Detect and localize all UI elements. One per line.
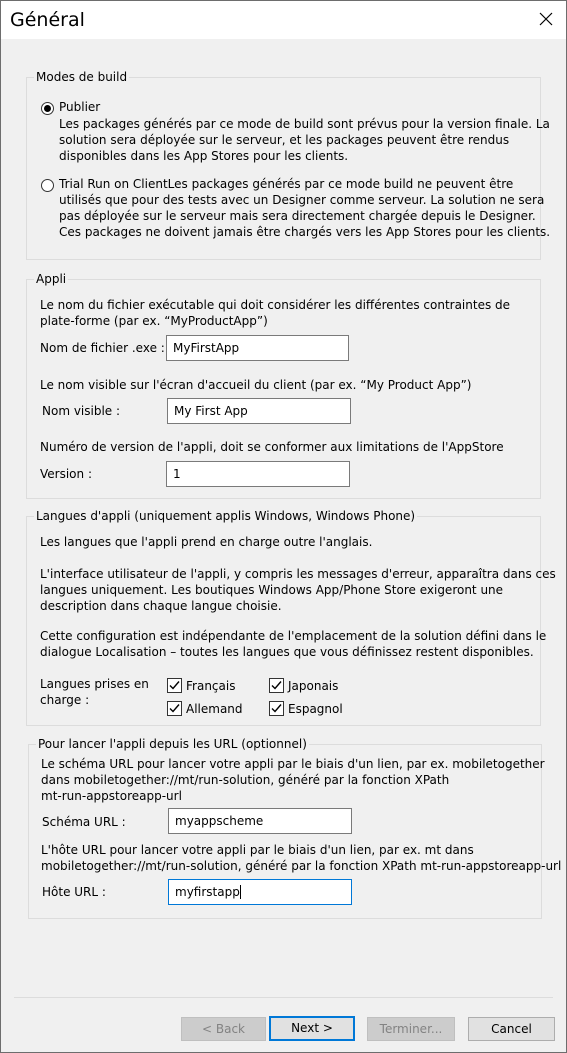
publish-radio[interactable] [41, 102, 54, 115]
checkmark-icon [168, 702, 181, 715]
url-host-description-line-2: mobiletogether://mt/run-solution, généré par la fonction XPath mt-run-appstoreapp-url [41, 859, 562, 873]
trial-run-line-2: utilisés que pour des tests avec un Designer comme serveur. La solution ne sera [59, 193, 545, 207]
url-scheme-description-line-1: Le schéma URL pour lancer votre appli par le biais d'un lien, par ex. mobiletogether [41, 757, 545, 771]
checkmark-icon [270, 679, 283, 692]
url-scheme-label: Schéma URL : [42, 815, 126, 829]
version-label: Version : [40, 467, 92, 481]
languages-config-line-2: dialogue Localisation – toutes les langues que vous définissez restent disponibles. [40, 645, 534, 659]
languages-config-line-1: Cette configuration est indépendante de l'emplacement de la solution défini dans le [40, 629, 547, 643]
url-host-input[interactable] [168, 879, 352, 905]
supported-languages-label-1: Langues prises en [40, 677, 149, 691]
checkbox-japanese-label: Japonais [288, 679, 339, 693]
finish-button[interactable]: Terminer... [367, 1017, 455, 1041]
publish-description-line-1: Les packages générés par ce mode de build sont prévus pour la version finale. La [59, 117, 550, 131]
version-input[interactable]: 1 [166, 461, 350, 487]
publish-label: Publier [59, 100, 101, 114]
languages-ui-line-3: description dans chaque langue choisie. [40, 599, 282, 613]
url-host-label: Hôte URL : [42, 885, 106, 899]
url-host-description-line-1: L'hôte URL pour lancer votre appli par le biais d'un lien, par ex. mt dans [41, 843, 474, 857]
build-modes-title: Modes de build [36, 70, 128, 84]
trial-run-line-4: Ces packages ne doivent jamais être chargés vers les App Stores pour les clients. [59, 225, 551, 239]
exe-name-input[interactable]: MyFirstApp [166, 335, 349, 361]
checkbox-french[interactable] [167, 678, 182, 693]
checkbox-french-label: Français [186, 679, 236, 693]
checkmark-icon [270, 702, 283, 715]
languages-group-title: Langues d'appli (uniquement applis Windows, Windows Phone) [36, 509, 416, 523]
visible-name-description: Le nom visible sur l'écran d'accueil du client (par ex. “My Product App”) [40, 378, 472, 392]
title-bar [1, 1, 566, 39]
supported-languages-label-2: charge : [40, 693, 90, 707]
exe-description-line-2: plate-forme (par ex. “MyProductApp”) [40, 314, 268, 328]
next-button[interactable]: Next > [269, 1016, 355, 1041]
languages-intro: Les langues que l'appli prend en charge outre l'anglais. [40, 535, 373, 549]
checkbox-german[interactable] [167, 701, 182, 716]
footer-separator [14, 997, 553, 998]
exe-label: Nom de fichier .exe : [40, 341, 165, 355]
trial-run-radio[interactable] [41, 179, 54, 192]
url-scheme-description-line-3: mt-run-appstoreapp-url [41, 789, 182, 803]
text-caret [240, 885, 241, 899]
close-icon[interactable] [538, 11, 554, 27]
window-title: Général [10, 9, 85, 31]
url-host-value: myfirstapp [175, 885, 240, 899]
visible-name-input[interactable]: My First App [167, 398, 351, 424]
languages-ui-line-1: L'interface utilisateur de l'appli, y compris les messages d'erreur, apparaîtra dans ces [40, 567, 556, 581]
version-description: Numéro de version de l'appli, doit se conformer aux limitations de l'AppStore [40, 440, 504, 454]
publish-description-line-2: solution sera déployée sur le serveur, et les packages peuvent être rendus [59, 133, 510, 147]
languages-ui-line-2: langues uniquement. Les boutiques Windows App/Phone Store exigeront une [40, 583, 504, 597]
trial-run-line-3: pas déployée sur le serveur mais sera directement chargée depuis le Designer. [59, 209, 536, 223]
checkmark-icon [168, 679, 181, 692]
checkbox-japanese[interactable] [269, 678, 284, 693]
trial-run-line-1: Trial Run on ClientLes packages générés par ce mode build ne peuvent être [59, 177, 514, 191]
publish-description-line-3: disponibles dans les App Stores pour les clients. [59, 149, 349, 163]
app-group-title: Appli [36, 272, 67, 286]
checkbox-spanish-label: Espagnol [288, 702, 343, 716]
back-button[interactable]: < Back [181, 1017, 266, 1041]
visible-name-label: Nom visible : [42, 404, 121, 418]
exe-description-line-1: Le nom du fichier exécutable qui doit considérer les différentes contraintes de [40, 298, 511, 312]
url-scheme-input[interactable]: myappscheme [168, 808, 352, 834]
checkbox-spanish[interactable] [269, 701, 284, 716]
url-group-title: Pour lancer l'appli depuis les URL (optionnel) [38, 737, 307, 751]
checkbox-german-label: Allemand [186, 702, 243, 716]
cancel-button[interactable]: Cancel [468, 1017, 555, 1041]
url-scheme-description-line-2: dans mobiletogether://mt/run-solution, généré par la fonction XPath [41, 773, 450, 787]
